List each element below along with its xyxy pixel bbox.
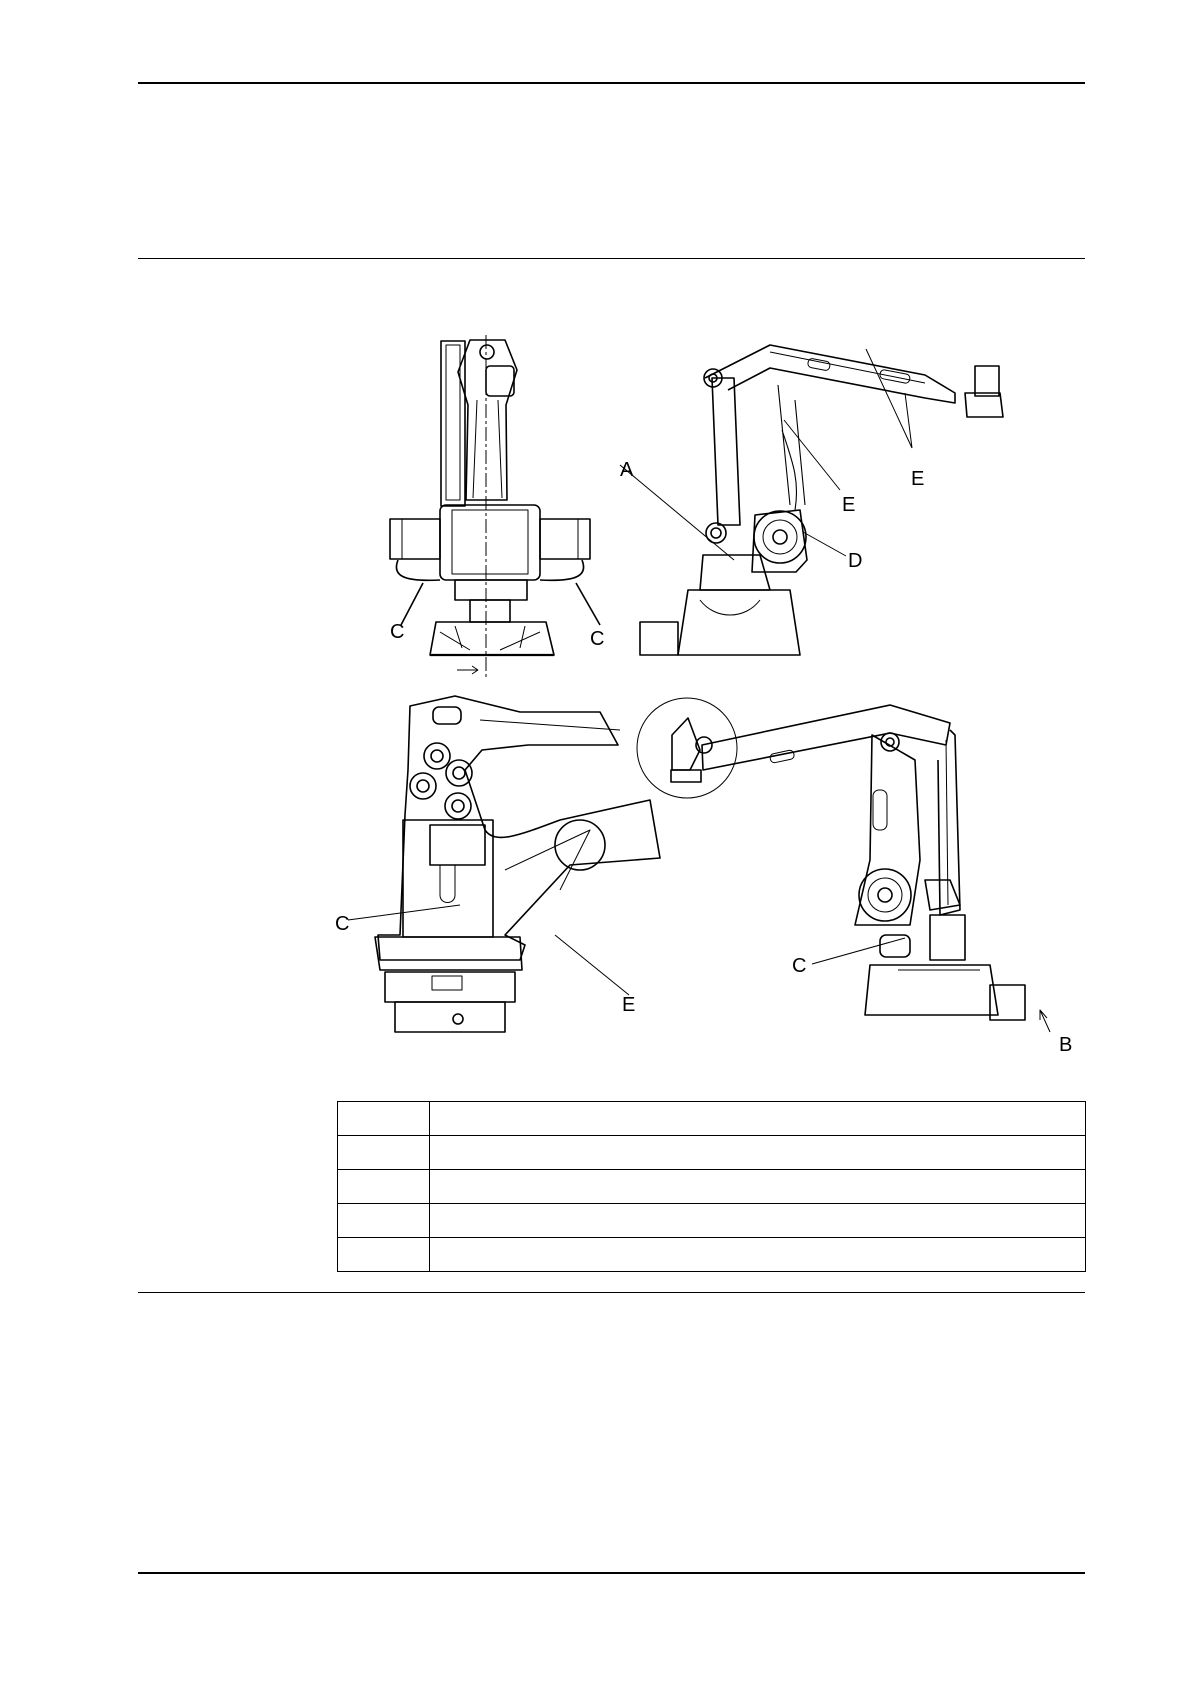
callout-c-front-right: C xyxy=(590,628,605,650)
legend-key xyxy=(338,1170,430,1204)
callout-e-side-upper: E xyxy=(911,468,925,490)
table-row xyxy=(338,1204,1086,1238)
front-view-robot xyxy=(390,335,600,678)
table-row xyxy=(338,1238,1086,1272)
callout-e-side-lower: E xyxy=(842,494,856,516)
table-row xyxy=(338,1136,1086,1170)
callout-e-detail: E xyxy=(622,994,636,1016)
legend-key xyxy=(338,1136,430,1170)
side-view-robot xyxy=(620,345,1003,655)
callout-d-side: D xyxy=(848,550,863,572)
legend-table xyxy=(337,1101,1086,1272)
callout-labels xyxy=(335,459,1072,1056)
callout-c-rear: C xyxy=(792,955,807,977)
footer-rule xyxy=(138,1572,1085,1574)
legend-description xyxy=(430,1102,1086,1136)
section-rule-bottom xyxy=(138,1292,1085,1293)
table-row xyxy=(338,1102,1086,1136)
detail-view-robot xyxy=(348,696,660,1032)
callout-c-detail: C xyxy=(335,913,350,935)
callout-c-front-left: C xyxy=(390,621,405,643)
callout-b-rear: B xyxy=(1059,1034,1073,1056)
legend-key xyxy=(338,1238,430,1272)
legend-key xyxy=(338,1102,430,1136)
table-row xyxy=(338,1170,1086,1204)
legend-key xyxy=(338,1204,430,1238)
legend-description xyxy=(430,1136,1086,1170)
callout-a-side: A xyxy=(620,459,634,481)
rear-view-robot xyxy=(637,698,1050,1032)
legend-description xyxy=(430,1238,1086,1272)
legend-description xyxy=(430,1170,1086,1204)
legend-description xyxy=(430,1204,1086,1238)
